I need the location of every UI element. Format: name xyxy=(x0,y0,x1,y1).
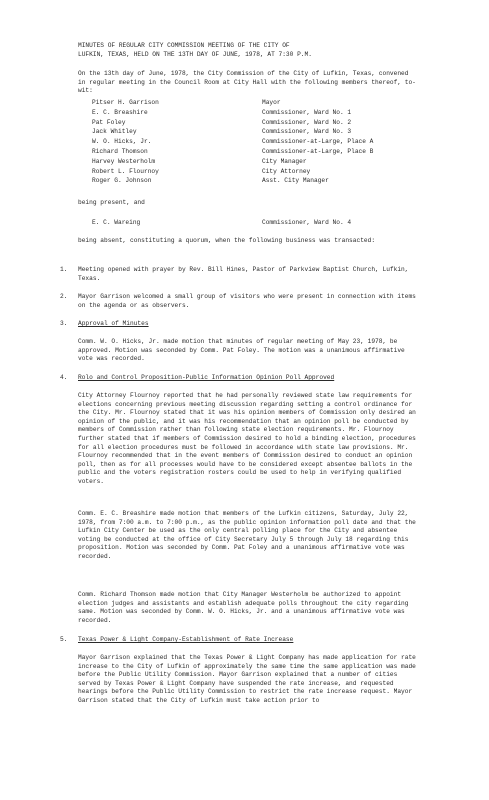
member-role: Commissioner-at-Large, Place B xyxy=(262,148,374,155)
member-role: Commissioner-at-Large, Place A xyxy=(262,138,374,146)
member-row xyxy=(0,158,489,167)
member-row xyxy=(0,219,489,228)
member-name: E. C. Wareing xyxy=(92,219,141,226)
item-number: 3. xyxy=(60,320,68,327)
item-text: Mayor Garrison explained that the Texas Power & Light Company has made application for rate increase to the City of Lufkin of approximately the same time the same application was made before the Public Utility Commission. Mayor Garrison explained that a number of cities served by Texas Power & Light Company have suspended the rate increase, and requested hearings before the Public Utility Commission to restrict the rate increase request. Mayor Garrison stated that the City of Lufkin must take action prior to xyxy=(78,654,416,704)
member-row xyxy=(0,168,489,177)
member-role: City Manager xyxy=(262,157,307,165)
intro-paragraph: On the 13th day of June, 1978, the City Commission of the City of Lufkin, Texas, convened in regular meeting in the Council Room at City Hall with the following members thereof, to-wit: xyxy=(78,70,416,95)
item-number: 4. xyxy=(60,374,68,381)
item-number: 2. xyxy=(60,293,68,300)
document-title-line1: MINUTES OF REGULAR CITY COMMISSION MEETING OF THE CITY OF xyxy=(78,42,290,49)
item-number: 1. xyxy=(60,266,68,273)
member-role: Commissioner, Ward No. 4 xyxy=(262,219,352,226)
item-text-2: Comm. E. C. Breashire made motion that members of the Lufkin citizens, Saturday, July 22, 1978, from 7:00 a.m. to 7:00 p.m., as the public opinion information poll date and that the Lufkin City Center be used as the only central polling place for the City and absentee voting be conducted at the office of City Secretary July 5 through July 18 regarding this proposition. Motion was seconded by Comm. Pat Foley and a unanimous affirmative vote was recorded. xyxy=(78,510,416,560)
member-row xyxy=(0,138,489,147)
item-text: Meeting opened with prayer by Rev. Bill Hines, Pastor of Parkview Baptist Church, Lufkin, Texas. xyxy=(78,266,409,282)
item-heading: Texas Power & Light Company-Establishment of Rate Increase xyxy=(78,636,294,643)
item-text: Comm. W. O. Hicks, Jr. made motion that minutes of regular meeting of May 23, 1978, be approved. Motion was seconded by Comm. Pat Foley. The motion was a unanimous affirmative vote was recorded. xyxy=(78,338,405,363)
item-heading: Rolo and Control Proposition-Public Information Opinion Poll Approved xyxy=(78,374,335,381)
members-present-list xyxy=(0,99,489,189)
item-text: Mayor Garrison welcomed a small group of visitors who were present in connection with items on the agenda or as observers. xyxy=(78,293,416,309)
member-role: Commissioner, Ward No. 1 xyxy=(262,108,352,116)
member-row xyxy=(0,128,489,137)
item-text-3: Comm. Richard Thomson made motion that City Manager Westerholm be authorized to appoint election judges and assistants and establish adequate polls throughout the city regarding same. Motion was seconded by Comm. W. O. Hicks, Jr. and a unanimous affirmative vote was recorded. xyxy=(78,591,409,624)
members-absent-list xyxy=(0,219,489,229)
member-row xyxy=(0,148,489,157)
absent-label: being present, and xyxy=(78,199,145,206)
document-title-line2: LUFKIN, TEXAS, HELD ON THE 13TH DAY OF JUNE, 1978, AT 7:30 P.M. xyxy=(78,51,312,58)
member-row xyxy=(0,119,489,128)
member-name: E. C. Breashire xyxy=(92,108,148,116)
member-role: Commissioner, Ward No. 2 xyxy=(262,118,352,126)
member-name: Pat Foley xyxy=(92,118,126,126)
item-text: City Attorney Flournoy reported that he had personally reviewed state law requirements for elections concerning previous meeting discussion regarding setting a control ordinance for the City. Mr. Flournoy stated that it was his opinion members of Commission only desired an opinion of the public, and it was his recommendation that an opinion poll be conducted by members of Commission rather than following state election requirements. Mr. Flournoy further stated that if members of Commission desired to hold a binding election, procedures for all election procedures must be followed in accordance with state law provisions. Mr. Flournoy recommended that in the event members of Commission desired to conduct an opinion poll, then as for all processes would have to be considered except absentee ballots in the public and the voters registration rosters could be used to help in verifying qualified voters. xyxy=(78,392,416,485)
member-row xyxy=(0,177,489,186)
member-name: Jack Whitley xyxy=(92,128,137,136)
member-name: Pitser H. Garrison xyxy=(92,99,159,106)
item-number: 5. xyxy=(60,636,68,643)
member-role: Mayor xyxy=(262,99,281,106)
member-role: City Attorney xyxy=(262,167,311,175)
member-row xyxy=(0,99,489,108)
item-heading: Approval of Minutes xyxy=(78,320,149,327)
member-name: Roger G. Johnson xyxy=(92,177,152,185)
member-name: Harvey Westerholm xyxy=(92,157,156,165)
quorum-paragraph: being absent, constituting a quorum, when the following business was transacted: xyxy=(78,237,376,244)
member-role: Commissioner, Ward No. 3 xyxy=(262,128,352,136)
member-name: W. O. Hicks, Jr. xyxy=(92,138,152,146)
member-row xyxy=(0,109,489,118)
member-role: Asst. City Manager xyxy=(262,177,329,185)
member-name: Richard Thomson xyxy=(92,148,148,155)
member-name: Robert L. Flournoy xyxy=(92,167,159,175)
